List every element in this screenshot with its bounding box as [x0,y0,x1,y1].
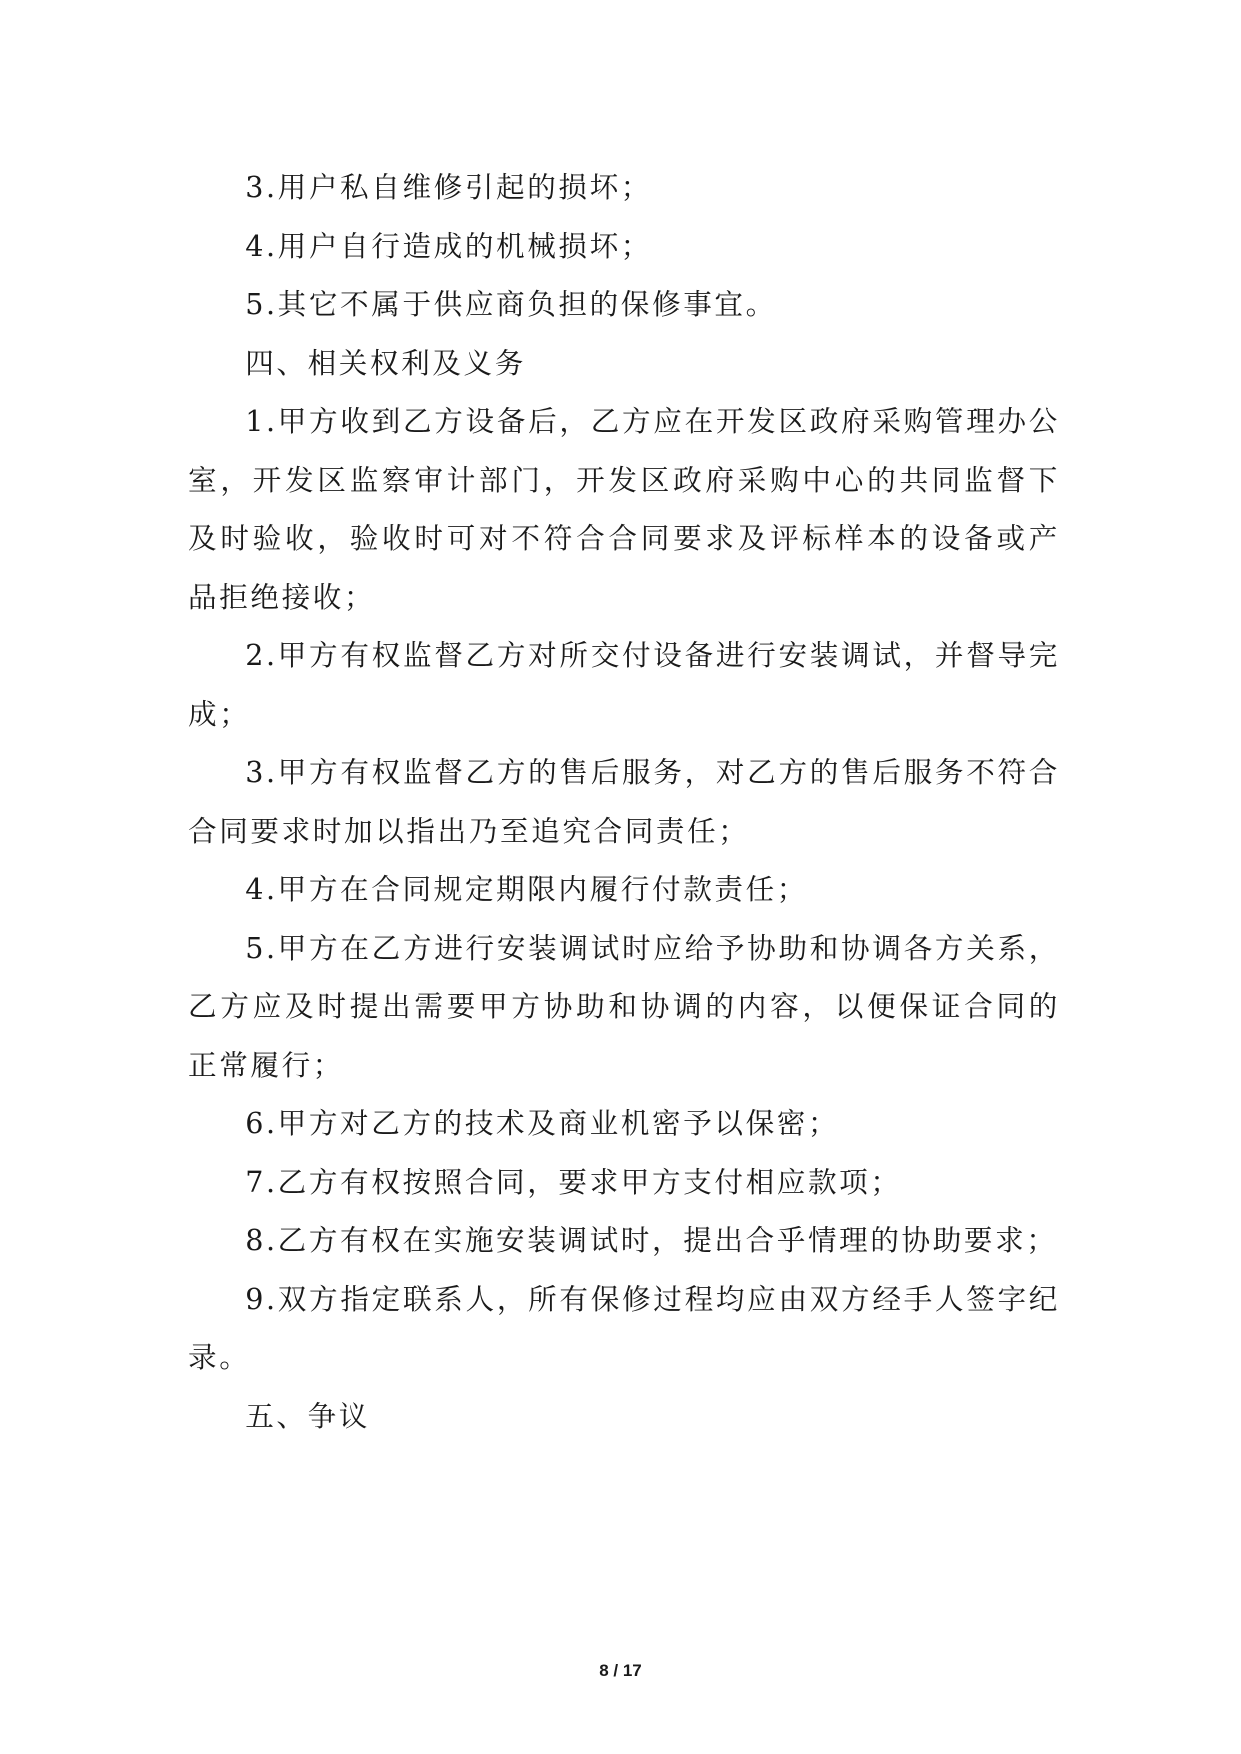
paragraph-clause-4: 4.甲方在合同规定期限内履行付款责任； [245,872,808,906]
paragraph-clause-8: 8.乙方有权在实施安装调试时，提出合乎情理的协助要求； [245,1223,1058,1257]
paragraph-clause-1: 1.甲方收到乙方设备后，乙方应在开发区政府采购管理办公室，开发区监察审计部门，开发区政府采购中心的共同监督下及时验收，验收时可对不符合合同要求及评标样本的设备或产品拒绝接收； [188,404,1060,614]
paragraph-clause-7: 7.乙方有权按照合同，要求甲方支付相应款项； [245,1164,902,1199]
paragraph-clause-6: 6.甲方对乙方的技术及商业机密予以保密； [245,1106,840,1140]
paragraph-clause-5: 5.甲方在乙方进行安装调试时应给予协助和协调各方关系，乙方应及时提出需要甲方协助和协调的内容，以便保证合同的正常履行； [188,930,1060,1082]
paragraph-clause-2: 2.甲方有权监督乙方对所交付设备进行安装调试，并督导完成； [188,638,1060,731]
document-body [188,158,1060,1445]
page-number: 8 / 17 [599,1661,642,1680]
paragraph-exclusion-5: 5.其它不属于供应商负担的保修事宜。 [245,287,777,321]
paragraph-exclusion-3: 3.用户私自维修引起的损坏； [245,170,652,204]
paragraph-exclusion-4: 4.用户自行造成的机械损坏； [245,228,652,263]
section-heading-disputes: 五、争议 [245,1398,370,1433]
paragraph-clause-9: 9.双方指定联系人，所有保修过程均应由双方经手人签字纪录。 [188,1281,1060,1374]
section-heading-rights-obligations: 四、相关权利及义务 [245,345,526,380]
paragraph-clause-3: 3.甲方有权监督乙方的售后服务，对乙方的售后服务不符合合同要求时加以指出乃至追究合同责任； [188,755,1060,848]
